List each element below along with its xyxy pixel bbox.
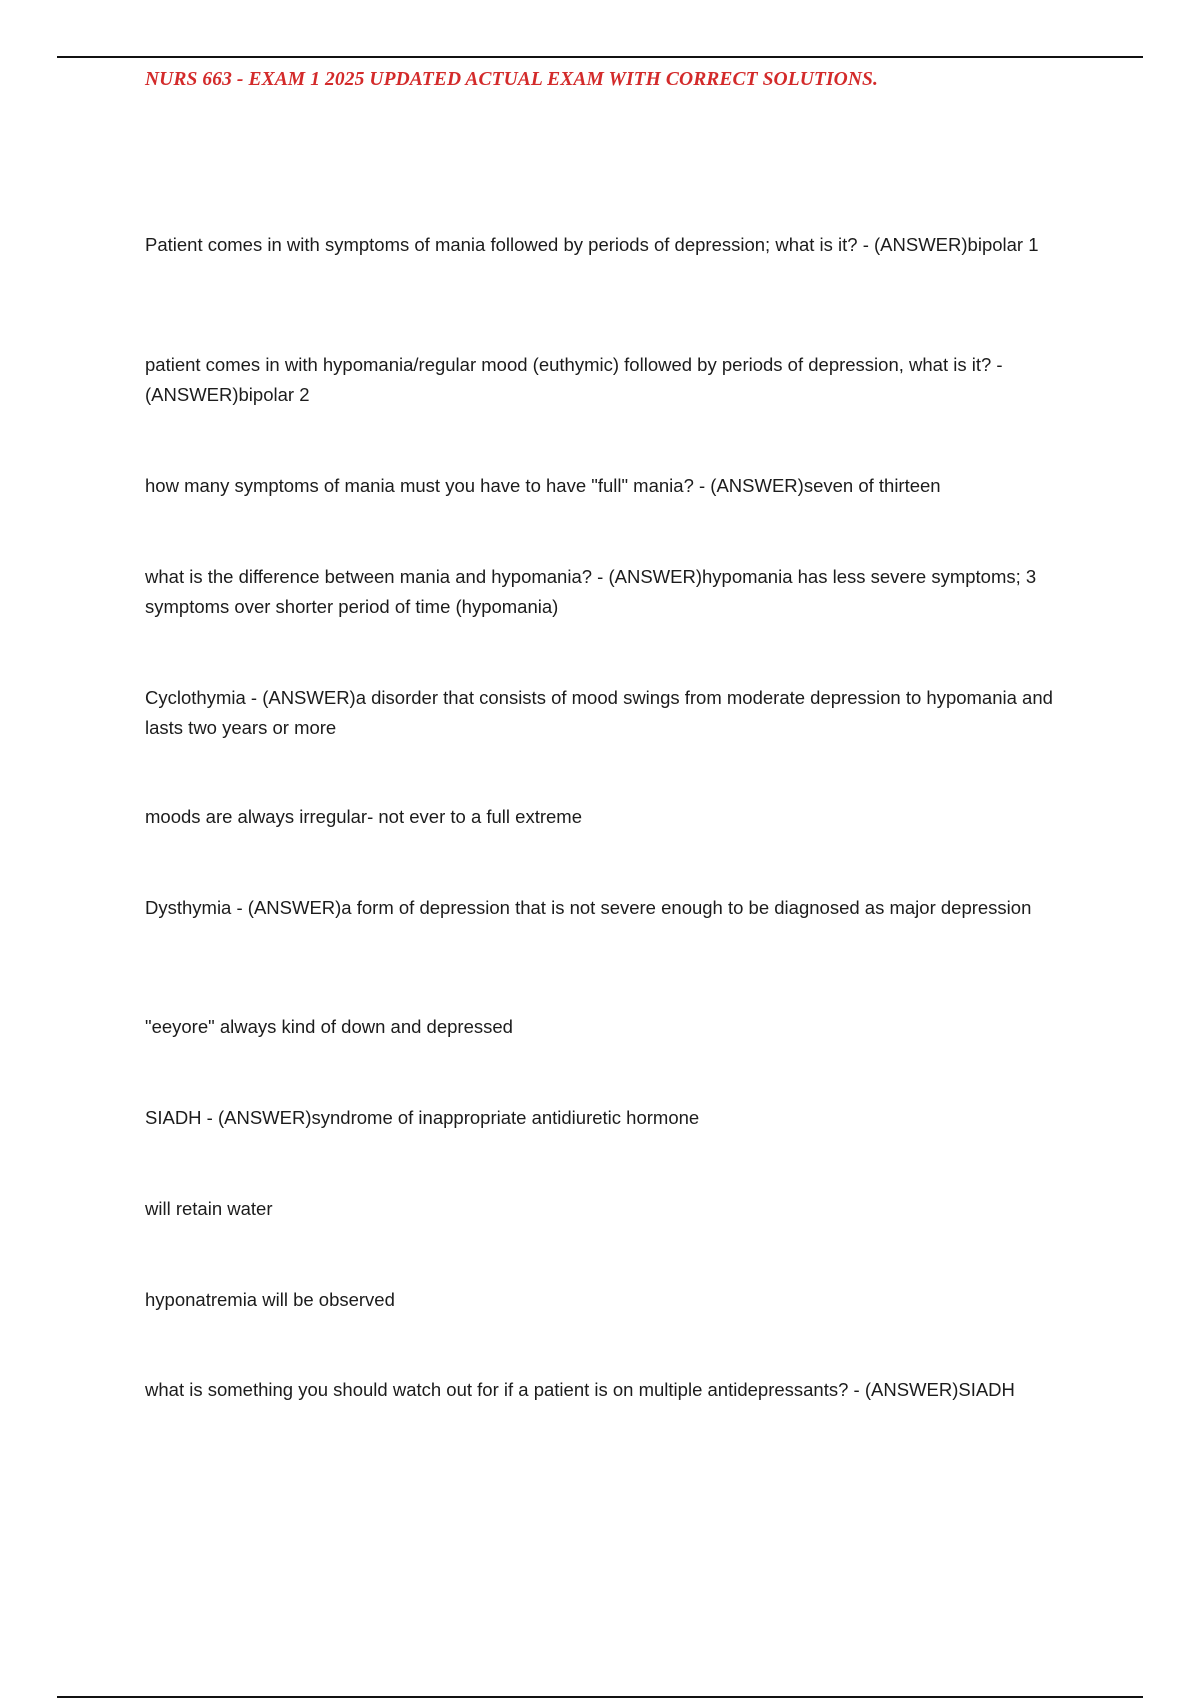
note-entry-11: hyponatremia will be observed <box>145 1289 395 1310</box>
qa-entry-4: what is the difference between mania and hypomania? - (ANSWER)hypomania has less severe symptoms; 3 symptoms over shorter period of time (hypomania) <box>145 566 1037 617</box>
note-entry-10: will retain water <box>145 1198 273 1219</box>
qa-entry-1: Patient comes in with symptoms of mania followed by periods of depression; what is it? - (ANSWER)bipolar 1 <box>145 234 1039 255</box>
qa-entry-7: Dysthymia - (ANSWER)a form of depression that is not severe enough to be diagnosed as major depression <box>145 897 1032 918</box>
bottom-rule <box>57 1696 1143 1698</box>
qa-entry-5: Cyclothymia - (ANSWER)a disorder that consists of mood swings from moderate depression to hypomania and lasts two years or more <box>145 687 1053 738</box>
qa-entry-2: patient comes in with hypomania/regular mood (euthymic) followed by periods of depression, what is it? - (ANSWER)bipolar 2 <box>145 354 1003 405</box>
qa-entry-3: how many symptoms of mania must you have to have "full" mania? - (ANSWER)seven of thirteen <box>145 475 941 496</box>
qa-entry-12: what is something you should watch out for if a patient is on multiple antidepressants? - (ANSWER)SIADH <box>145 1379 1015 1400</box>
top-rule <box>57 56 1143 58</box>
note-entry-6: moods are always irregular- not ever to a full extreme <box>145 806 582 827</box>
document-title: NURS 663 - EXAM 1 2025 UPDATED ACTUAL EXAM WITH CORRECT SOLUTIONS. <box>145 69 878 90</box>
note-entry-8: "eeyore" always kind of down and depressed <box>145 1016 513 1037</box>
qa-entry-9: SIADH - (ANSWER)syndrome of inappropriate antidiuretic hormone <box>145 1107 700 1128</box>
